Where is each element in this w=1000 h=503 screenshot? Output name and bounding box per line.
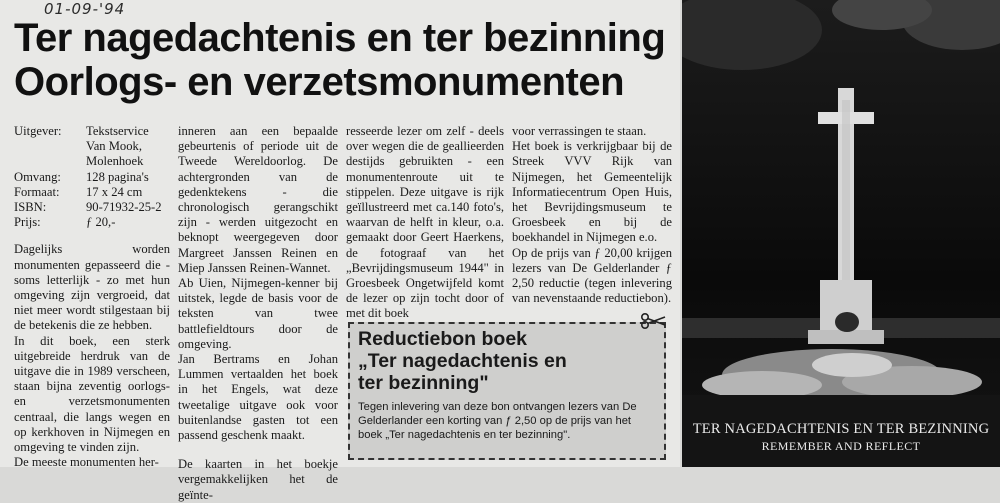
paragraph: In dit boek, een sterk uitgebreide herdruk van de uitgave die in 1989 verscheen, staan bijna zeventig oorlogs- en verzetsmonumenten centraal, die langs wegen en op kerkhoven in Nijmegen en omgeving te vinden zijn. (14, 333, 170, 455)
paragraph: Jan Bertrams en Johan Lummen vertaalden het boek in het Engels, wat deze tweetalige uitgave ook voor buitenlandse gasten tot een passend geschenk maakt. (178, 352, 338, 443)
meta-label (14, 154, 86, 169)
headline-line-1: Ter nagedachtenis en ter bezinning (14, 16, 666, 60)
meta-label: ISBN: (14, 200, 47, 215)
meta-label: Uitgever: (14, 124, 62, 138)
coupon-title-line-3: ter bezinning" (358, 372, 489, 394)
meta-value: Van Mook, (86, 139, 142, 154)
paragraph: Het boek is verkrijgbaar bij de Streek VVV Rijk van Nijmegen, het Gemeentelijk Informatiecentrum Open Huis, het Bevrijdingsmuseum te Groesbeek en bij de boekhandel in Nijmegen e.o. (512, 139, 672, 245)
paragraph: resseerde lezer om zelf - deels over wegen die de geallieerden destijds gebruikten - een monumentenroute uit te stippelen. Deze uitgave is rijk geïllustreerd met ca.140 foto's, waarvan de helft in kleur, o.a. gemaakt door Geert Haerkens, de fotograaf van het „Bevrijdingsmuseum 1944" in Groesbeek Ongetwijfeld komt de lezer op zijn tocht door of met dit boek (346, 124, 504, 321)
coupon-body: Tegen inlevering van deze bon ontvangen lezers van De Gelderlander een korting van ƒ 2,50 op de prijs van het boek „Ter nagedachtenis en ter bezinning". (358, 401, 637, 441)
paragraph: Op de prijs van ƒ 20,00 krijgen lezers van De Gelderlander ƒ 2,50 reductie (tegen inlevering van nevenstaande reductiebon). (512, 245, 672, 306)
meta-value: 90-71932-25-2 (86, 200, 162, 215)
reduction-coupon (348, 322, 666, 460)
article-column-3 (346, 124, 504, 322)
meta-value: ƒ 20,- (86, 215, 116, 230)
book-metadata (14, 124, 170, 230)
article-column-1 (14, 124, 170, 470)
coupon-title-line-2: „Ter nagedachtenis en (358, 350, 567, 372)
paragraph: De meeste monumenten her- (14, 455, 159, 470)
headline-line-2: Oorlogs- en verzetsmonumenten (14, 60, 625, 104)
meta-value: 17 x 24 cm (86, 184, 143, 199)
meta-label: Prijs: (14, 215, 41, 230)
photo-caption-line-1: TER NAGEDACHTENIS EN TER BEZINNING (692, 421, 990, 437)
paragraph: inneren aan een bepaalde gebeurtenis of periode uit de Tweede Wereldoorlog. De achtergronden van de gedenktekens - die chronologisch gerangschikt zijn - werden uitgezocht en beknopt weergegeven door Margreet Janssen Reinen en Miep Janssen Reinen-Wannet. (178, 124, 338, 275)
paragraph: Dagelijks worden monumenten gepasseerd die - soms letterlijk - zo met hun omgeving zijn vergroeid, dat niet meer wordt stilgestaan bij de betekenis die ze hebben. (14, 242, 170, 333)
paragraph: De kaarten in het boekje vergemakkelijken het de geïnte- (178, 457, 338, 502)
paragraph: Ab Uien, Nijmegen-kenner bij uitstek, legde de basis voor de teksten van twee battlefieldtours door de omgeving. (178, 276, 338, 351)
meta-value: Molenhoek (86, 154, 144, 169)
meta-value: 128 pagina's (86, 169, 149, 184)
article-column-2 (178, 124, 338, 503)
meta-label: Formaat: (14, 184, 60, 199)
article-column-4 (512, 124, 672, 306)
handwritten-date: 01-09-'94 (44, 0, 126, 18)
scissors-icon (640, 312, 666, 330)
cross-memorial-image (682, 0, 1000, 467)
coupon-title-line-1: Reductiebon boek (358, 328, 528, 350)
memorial-photo (682, 0, 1000, 467)
paragraph: voor verrassingen te staan. (512, 124, 647, 138)
meta-label: Omvang: (14, 169, 61, 184)
photo-caption-line-2: REMEMBER AND REFLECT (761, 439, 921, 453)
meta-value: Tekstservice (86, 124, 149, 138)
meta-label (14, 139, 86, 154)
